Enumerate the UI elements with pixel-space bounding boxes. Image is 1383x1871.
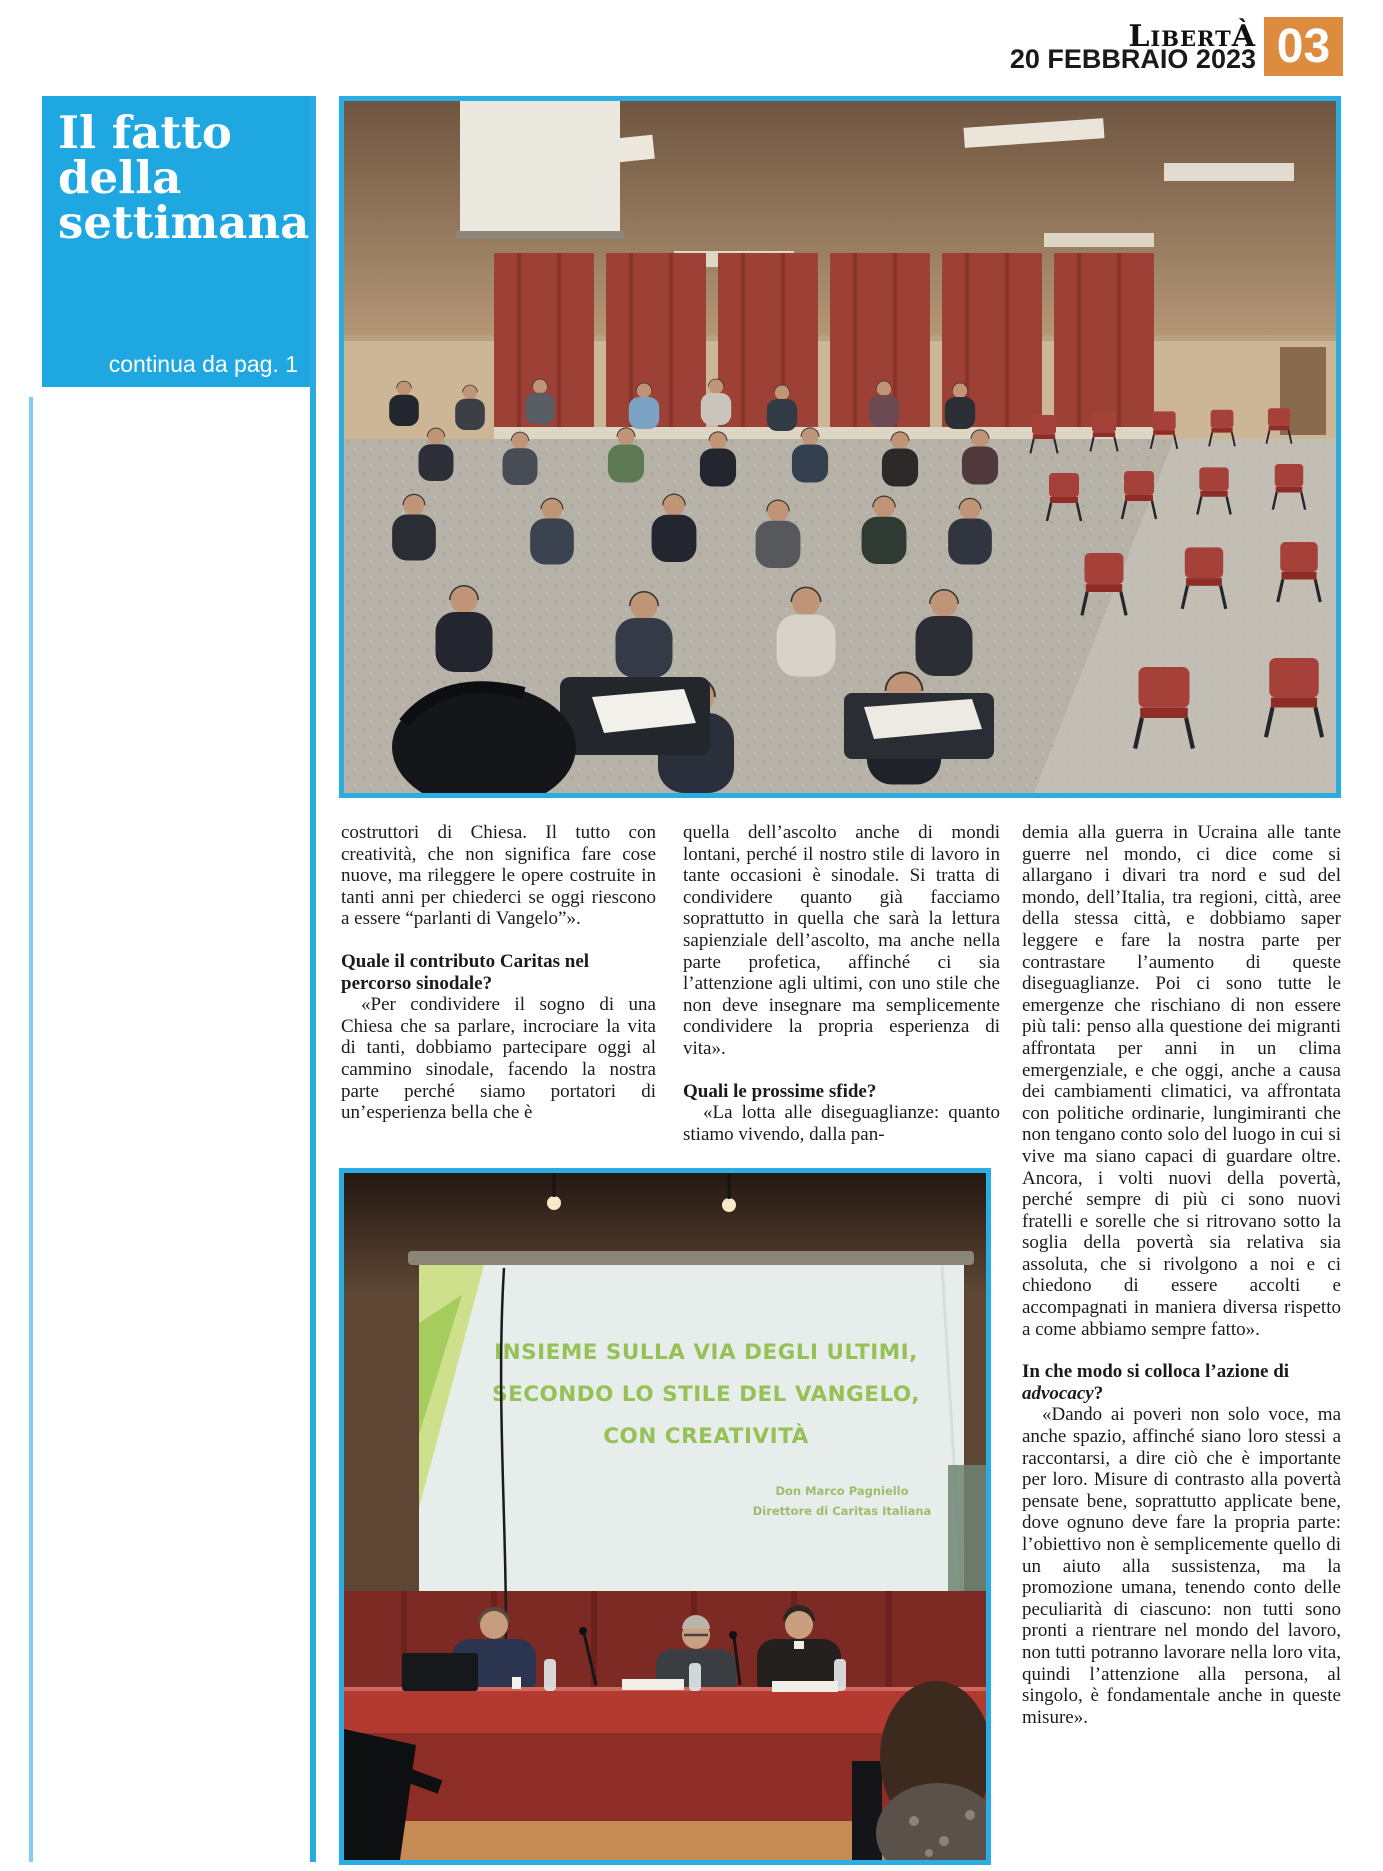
body-paragraph: costruttori di Chiesa. Il tutto con creatività, che non significa fare cose nuove, ma rileggere le opere costruite in tanti anni per chiederci se oggi riescono a essere “parlanti di Vangelo”».	[341, 822, 656, 930]
section-title-line: Il fatto	[58, 106, 232, 159]
question-text: In che modo si colloca l’azione di	[1022, 1361, 1290, 1383]
section-title-line: settimana	[58, 196, 310, 249]
section-title-line: della	[58, 151, 182, 204]
question-italic-term: advocacy	[1022, 1382, 1094, 1404]
question-text: ?	[1093, 1382, 1104, 1404]
issue-date: 20 FEBBRAIO 2023	[1009, 44, 1256, 74]
slide-title-line: SECONDO LO STILE DEL VANGELO,	[492, 1382, 920, 1407]
slide-credit-line: Don Marco Pagniello	[775, 1484, 909, 1498]
body-paragraph: demia alla guerra in Ucraina alle tante guerre nel mondo, ci dice come si allargano i divari tra nord e sud del mondo, dell’Italia, tra regioni, città, aree della stessa città, e dobbiamo saper leggere e fare la nostra parte per contrastare l’aumento di queste diseguaglianze. Poi ci sono tutte le emergenze che rischiano di non essere più tali: penso alla questione dei migranti affrontata per anni in un clima emergenziale, e che oggi, anche a causa dei cambiamenti climatici, va affrontata con politiche ordinarie, lungimiranti che non tengano conto solo del luogo in cui si vive ma siano capaci di guardare oltre. Ancora, i volti nuovi della povertà, perché sempre di più ci sono nuovi fratelli e sorelle che si ritrovano sotto la soglia della povertà sia relativa sia assoluta, che si rivolgono a noi e ci chiedono di essere accolti e accompagnati in maniera diversa rispetto a come abbiamo sempre fatto».	[1022, 822, 1341, 1340]
left-margin-rule	[29, 397, 33, 1862]
body-paragraph: «Dando ai poveri non solo voce, ma anche spazio, affinché siano loro stessi a raccontarsi, a dire ciò che è importante per loro. Misure di contrasto alla povertà pensate bene, soprattutto applicate bene, dove ognuno deve fare la propria parte: l’obiettivo non è semplicemente quello di un aiuto alla sussistenza, ma la promozione umana, tenendo conto delle peculiarità di ciascuno: non tutti sono pronti a rientrare nel mondo del lavoro, non tutti potranno lavorare nella loro vita, quindi l’attenzione alla persona, al singolo, è fondamentale anche in queste misure».	[1022, 1404, 1341, 1728]
question-heading: Quali le prossime sfide?	[683, 1080, 877, 1102]
question-heading: Quale il contributo Caritas nel percorso sinodale?	[341, 950, 590, 994]
section-box	[42, 96, 310, 387]
body-paragraph: quella dell’ascolto anche di mondi lontani, perché il nostro stile di lavoro in tante occasioni è sinodale. Si tratta di condividere quanto già facciamo soprattutto in quella che sarà la lettura sapienziale dell’ascolto, ma anche nella parte profetica, affinché ci sia l’attenzione agli ultimi, con uno stile che non deve insegnare ma semplicemente condividere la propria esperienza di vita».	[683, 822, 1000, 1059]
slide-title-line: CON CREATIVITÀ	[603, 1424, 809, 1449]
article-left-rule	[310, 96, 316, 1862]
section-title	[58, 106, 310, 249]
audience-photo	[339, 96, 1341, 798]
article-column-1	[341, 822, 656, 1164]
panel-photo-illustration	[344, 1173, 986, 1860]
article-column-2	[683, 822, 1000, 1164]
continuation-note: continua da pag. 1	[108, 351, 298, 377]
body-paragraph: «Per condividere il sogno di una Chiesa che sa parlare, incrociare la vita di tanti, dobbiamo partecipare oggi al cammino sinodale, facendo la nostra parte perché siamo portatori di un’esperienza bella che è	[341, 994, 656, 1124]
audience-photo-illustration	[344, 101, 1336, 793]
panel-photo	[339, 1168, 991, 1865]
page-number: 03	[1276, 20, 1331, 73]
question-heading	[1022, 1361, 1341, 1404]
masthead: LibertÀ	[1128, 19, 1256, 54]
body-paragraph: «La lotta alle diseguaglianze: quanto stiamo vivendo, dalla pan-	[683, 1102, 1000, 1145]
slide-credit-line: Direttore di Caritas Italiana	[752, 1504, 932, 1518]
article-column-3	[1022, 822, 1341, 1867]
slide-title-line: INSIEME SULLA VIA DEGLI ULTIMI,	[494, 1340, 918, 1365]
page-number-badge	[1264, 17, 1343, 76]
